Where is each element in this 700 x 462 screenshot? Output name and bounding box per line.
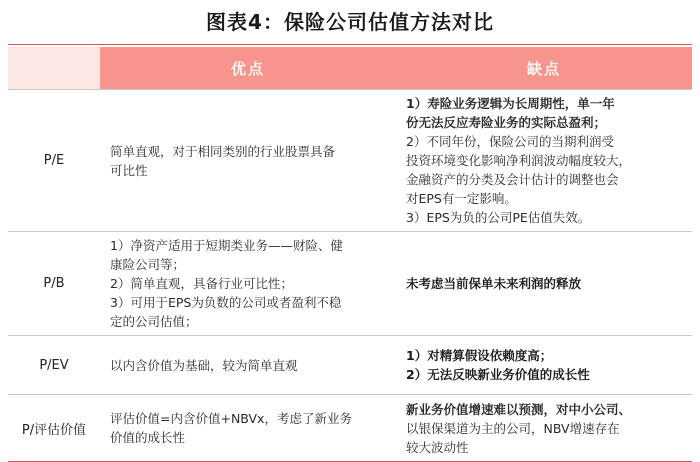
method-label: P/E <box>8 90 100 232</box>
cons-line: 份无法反应寿险业务的实际总盈利； <box>406 115 607 130</box>
page-title: 图表4：保险公司估值方法对比 <box>206 10 494 34</box>
table-row <box>8 395 692 462</box>
pros-line: 定的公司估值； <box>110 314 198 329</box>
cons-line: 2）不同年份，保险公司的当期利润受 <box>406 134 614 149</box>
pros-cell <box>100 336 396 395</box>
pros-line: 评估价值=内含价值+NBVx，考虑了新业务 <box>110 411 352 426</box>
header-pros: 优点 <box>100 47 396 90</box>
pros-cell <box>100 232 396 336</box>
header-cons: 缺点 <box>396 47 692 90</box>
title-rule <box>8 44 692 45</box>
pros-line: 以内含价值为基础，较为简单直观 <box>110 357 298 373</box>
pros-line: 1）净资产适用于短期类业务——财险、健 <box>110 238 343 253</box>
table-row <box>8 336 692 395</box>
table-row <box>8 90 692 232</box>
cons-cell <box>396 232 692 336</box>
cons-line: 1）寿险业务逻辑为长周期性，单一年 <box>406 96 615 111</box>
valuation-comparison-table <box>8 47 692 462</box>
cons-line: 对EPS有一定影响。 <box>406 191 517 206</box>
cons-line: 新业务价值增速难以预测，对中小公司、 <box>406 401 632 417</box>
header-corner <box>8 47 100 90</box>
cons-line: 金融资产的分类及会计估计的调整也会 <box>406 172 619 187</box>
pros-line: 康险公司等； <box>110 257 186 272</box>
pros-line: 2）简单直观，具备行业可比性； <box>110 276 293 291</box>
cons-cell <box>396 336 692 395</box>
cons-cell <box>396 395 692 462</box>
table-header-row <box>8 47 692 90</box>
pros-cell <box>100 90 396 232</box>
cons-line: 以银保渠道为主的公司，NBV增速存在 <box>406 420 620 436</box>
method-label: P/B <box>8 232 100 336</box>
pros-line: 价值的成长性 <box>110 430 186 445</box>
cons-line: 未考虑当前保单未来利润的释放 <box>406 276 582 291</box>
method-label: P/EV <box>8 336 100 395</box>
pros-cell <box>100 395 396 462</box>
pros-line: 3）可用于EPS为负数的公司或者盈利不稳 <box>110 295 342 310</box>
cons-line: 投资环境变化影响净利润波动幅度较大， <box>406 153 632 168</box>
method-label: P/评估价值 <box>8 395 100 462</box>
pros-line: 简单直观，对于相同类别的行业股票具备 <box>110 143 336 159</box>
table-row <box>8 232 692 336</box>
cons-line: 1）对精算假设依赖度高； <box>406 348 553 363</box>
pros-line: 可比性 <box>110 162 148 178</box>
cons-cell <box>396 90 692 232</box>
cons-line: 3）EPS为负的公司PE估值失效。 <box>406 210 591 225</box>
cons-line: 较大波动性 <box>406 439 469 455</box>
cons-line: 2）无法反映新业务价值的成长性 <box>406 367 590 382</box>
